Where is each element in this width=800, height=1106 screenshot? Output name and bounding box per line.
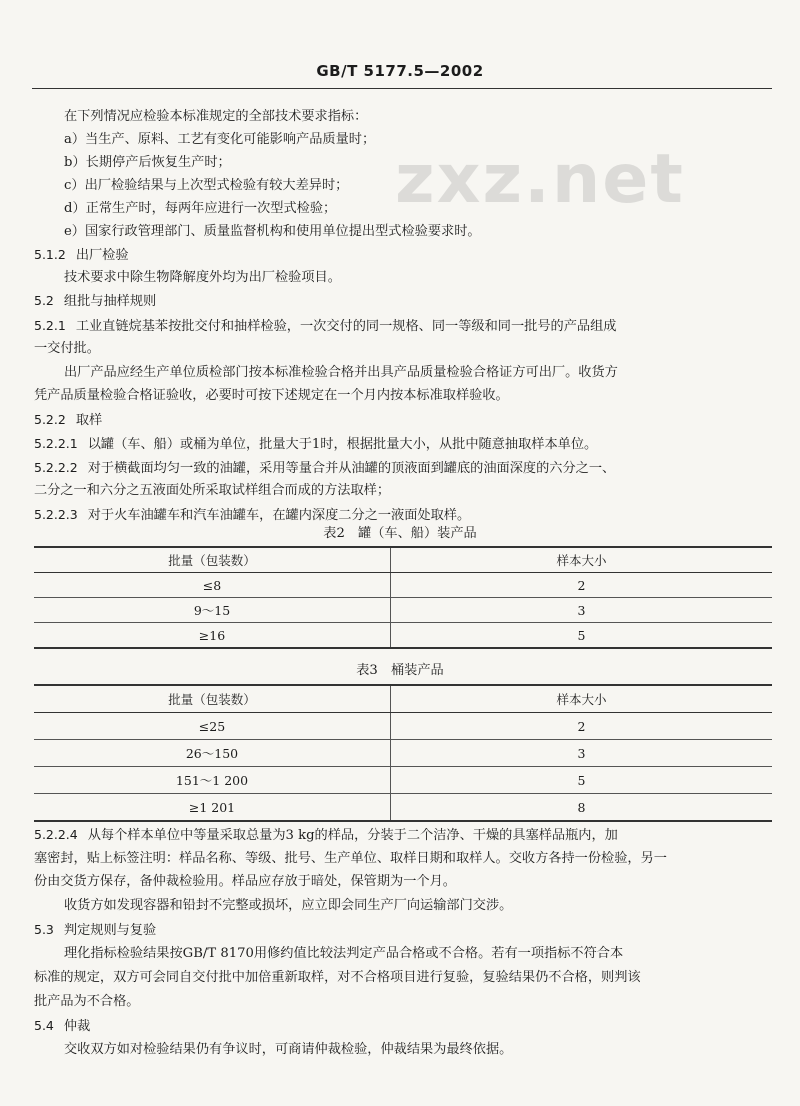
paragraph-line: 技术要求中除生物降解度外均为出厂检验项目。	[64, 270, 341, 285]
table-cell: 8	[391, 794, 773, 822]
list-item: e）国家行政管理部门、质量监督机构和使用单位提出型式检验要求时。	[64, 224, 481, 239]
sample-size-table-tank	[34, 546, 772, 649]
paragraph-line: 批产品为不合格。	[34, 994, 140, 1009]
paragraph-line: 标准的规定，双方可会同自交付批中加倍重新取样，对不合格项目进行复验，复验结果仍不合格，则判该	[34, 970, 641, 985]
section-heading: 5.1.2 出厂检验	[34, 247, 129, 263]
table-cell: ≥16	[34, 623, 391, 649]
table-cell: 3	[391, 740, 773, 767]
paragraph-line: 份由交货方保存，备仲裁检验用。样品应存放于暗处，保管期为一个月。	[34, 874, 456, 889]
table-caption: 表3 桶装产品	[356, 663, 444, 678]
watermark: zxz.net	[395, 140, 685, 219]
table-header-cell: 批量（包装数）	[34, 685, 391, 713]
table-header-cell: 样本大小	[391, 547, 773, 573]
section-heading: 5.3 判定规则与复验	[34, 922, 157, 938]
table-cell: 9～15	[34, 598, 391, 623]
paragraph-line: 交收双方如对检验结果仍有争议时，可商请仲裁检验，仲裁结果为最终依据。	[64, 1042, 513, 1057]
table-row	[34, 767, 772, 794]
clause-line: 5.2.2.4 从每个样本单位中等量采取总量为3 kg的样品，分装于二个洁净、干燥的具塞样品瓶内，加	[34, 827, 618, 843]
sample-size-table-drum	[34, 684, 772, 822]
paragraph-line: 在下列情况应检验本标准规定的全部技术要求指标：	[64, 109, 368, 124]
paragraph-line: 二分之一和六分之五液面处所采取试样组合而成的方法取样；	[34, 483, 391, 498]
clause-line: 5.2.2.3 对于火车油罐车和汽车油罐车，在罐内深度二分之一液面处取样。	[34, 507, 471, 523]
table-cell: 5	[391, 767, 773, 794]
section-heading: 5.2 组批与抽样规则	[34, 293, 157, 309]
section-heading: 5.4 仲裁	[34, 1018, 91, 1034]
table-cell: 26～150	[34, 740, 391, 767]
table-row	[34, 573, 772, 598]
clause-line: 5.2.2.2 对于横截面均匀一致的油罐，采用等量合并从油罐的顶液面到罐底的油面深度的六分之一、	[34, 460, 616, 476]
table-cell: 5	[391, 623, 773, 649]
table-row	[34, 598, 772, 623]
table-row	[34, 740, 772, 767]
list-item: d）正常生产时，每两年应进行一次型式检验；	[64, 201, 337, 216]
list-item: b）长期停产后恢复生产时；	[64, 155, 231, 170]
paragraph-line: 塞密封，贴上标签注明：样品名称、等级、批号、生产单位、取样日期和取样人。交收方各持一份检验，另一	[34, 851, 667, 866]
paragraph-line: 收货方如发现容器和铅封不完整或损坏，应立即会同生产厂向运输部门交涉。	[64, 898, 513, 913]
paragraph-line: 一交付批。	[34, 341, 100, 356]
table-row	[34, 713, 772, 740]
list-item: c）出厂检验结果与上次型式检验有较大差异时；	[64, 178, 349, 193]
paragraph-line: 凭产品质量检验合格证验收，必要时可按下述规定在一个月内按本标准取样验收。	[34, 388, 509, 403]
table-caption: 表2 罐（车、船）装产品	[323, 526, 477, 541]
clause-line: 5.2.2.1 以罐（车、船）或桶为单位，批量大于1时，根据批量大小，从批中随意抽取样本单位。	[34, 436, 598, 452]
table-cell: 2	[391, 573, 773, 598]
table-header-cell: 样本大小	[391, 685, 773, 713]
page-header: GB/T 5177.5—2002	[316, 62, 484, 80]
paragraph-line: 理化指标检验结果按GB/T 8170用修约值比较法判定产品合格或不合格。若有一项指标不符合本	[64, 946, 624, 961]
table-cell: ≤8	[34, 573, 391, 598]
list-item: a）当生产、原料、工艺有变化可能影响产品质量时；	[64, 132, 376, 147]
clause-line: 5.2.1 工业直链烷基苯按批交付和抽样检验，一次交付的同一规格、同一等级和同一批号的产品组成	[34, 318, 617, 334]
table-cell: 3	[391, 598, 773, 623]
table-cell: 151～1 200	[34, 767, 391, 794]
paragraph-line: 出厂产品应经生产单位质检部门按本标准检验合格并出具产品质量检验合格证方可出厂。收货方	[64, 365, 618, 380]
section-heading: 5.2.2 取样	[34, 412, 103, 428]
table-cell: 2	[391, 713, 773, 740]
table-cell: ≤25	[34, 713, 391, 740]
table-row	[34, 623, 772, 649]
table-cell: ≥1 201	[34, 794, 391, 822]
header-rule	[32, 88, 772, 89]
table-row	[34, 794, 772, 822]
table-header-cell: 批量（包装数）	[34, 547, 391, 573]
